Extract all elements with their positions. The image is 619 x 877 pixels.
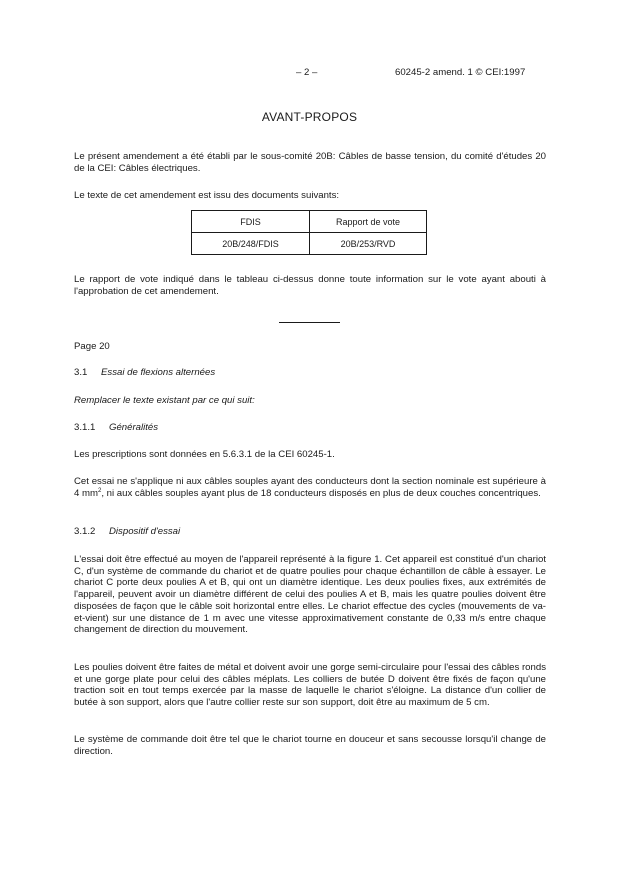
section-3-1-1-paragraph-1: Les prescriptions sont données en 5.6.3.1 de la CEI 60245-1. [74,449,335,460]
replace-instruction-text: Remplacer le texte existant par ce qui suit: [74,395,255,406]
section-separator [279,322,340,323]
section-number: 3.1.1 [74,422,96,433]
table-cell: 20B/253/RVD [310,233,427,255]
section-3-1-2-paragraph-2: Les poulies doivent être faites de métal et doivent avoir une gorge semi-circulaire pour l'essai des câbles ronds et une gorge plate pour celui des câbles méplats. Les colliers de butée D doivent être fixés de façon qu'une traction soit en tout temps exercée par la masse de laquelle le chariot s'éloigne. La distance d'un collier de butée à son support, alors que l'autre collier reste sur son support, doit être au maximum de 5 cm. [74,662,546,709]
table-row [192,233,427,255]
paragraph-text: Cet essai ne s'applique ni aux câbles souples ayant des conducteurs dont la section nominale est supérieure à 4 mm [74,476,546,499]
table-header-cell: FDIS [192,211,310,233]
foreword-paragraph-3: Le rapport de vote indiqué dans le tableau ci-dessus donne toute information sur le vote ayant abouti à l'approbation de cet amendement. [74,274,546,297]
page-title: AVANT-PROPOS [261,110,358,124]
foreword-paragraph-1: Le présent amendement a été établi par le sous-comité 20B: Câbles de basse tension, du comité d'études 20 de la CEI: Câbles électriques. [74,151,546,174]
section-heading-3-1-1 [74,422,546,434]
page-reference: Page 20 [74,341,110,352]
section-heading-3-1 [74,367,546,379]
paragraph-text: , ni aux câbles souples ayant plus de 18 conducteurs disposés en plus de deux couches concentriques. [101,487,541,499]
table-header-cell: Rapport de vote [310,211,427,233]
section-number: 3.1.2 [74,526,96,537]
superscript: 2 [97,487,102,494]
section-title: Dispositif d'essai [109,526,181,537]
replace-instruction [74,395,546,407]
section-3-1-1-paragraph-2 [74,476,546,499]
document-reference: 60245-2 amend. 1 © CEI:1997 [395,67,526,78]
section-number: 3.1 [74,367,88,378]
table-cell: 20B/248/FDIS [192,233,310,255]
section-heading-3-1-2 [74,526,546,538]
voting-documents-table [191,210,427,255]
section-3-1-2-paragraph-1: L'essai doit être effectué au moyen de l'appareil représenté à la figure 1. Cet appareil est constitué d'un chariot C, d'un système de commande du chariot et de quatre poulies pour chaque échantillon de câble à essayer. Le chariot C porte deux poulies A et B, qui ont un diamètre identique. Les deux poulies fixes, aux extrémités de l'appareil, peuvent avoir un diamètre différent de celui des poulies A et B, mais les quatre poulies doivent être disposées de façon que le câble soit horizontal entre elles. Le chariot effectue des cycles (mouvements de va-et-vient) sur une distance de 1 m avec une vitesse approximativement constante de 0,33 m/s entre chaque changement de direction du mouvement. [74,554,546,636]
table-header-row [192,211,427,233]
page-number: – 2 – [296,67,318,78]
section-title: Essai de flexions alternées [101,367,216,378]
foreword-paragraph-2: Le texte de cet amendement est issu des documents suivants: [74,190,340,201]
section-3-1-2-paragraph-3: Le système de commande doit être tel que le chariot tourne en douceur et sans secousse lorsqu'il change de direction. [74,734,546,757]
section-title: Généralités [109,422,159,433]
